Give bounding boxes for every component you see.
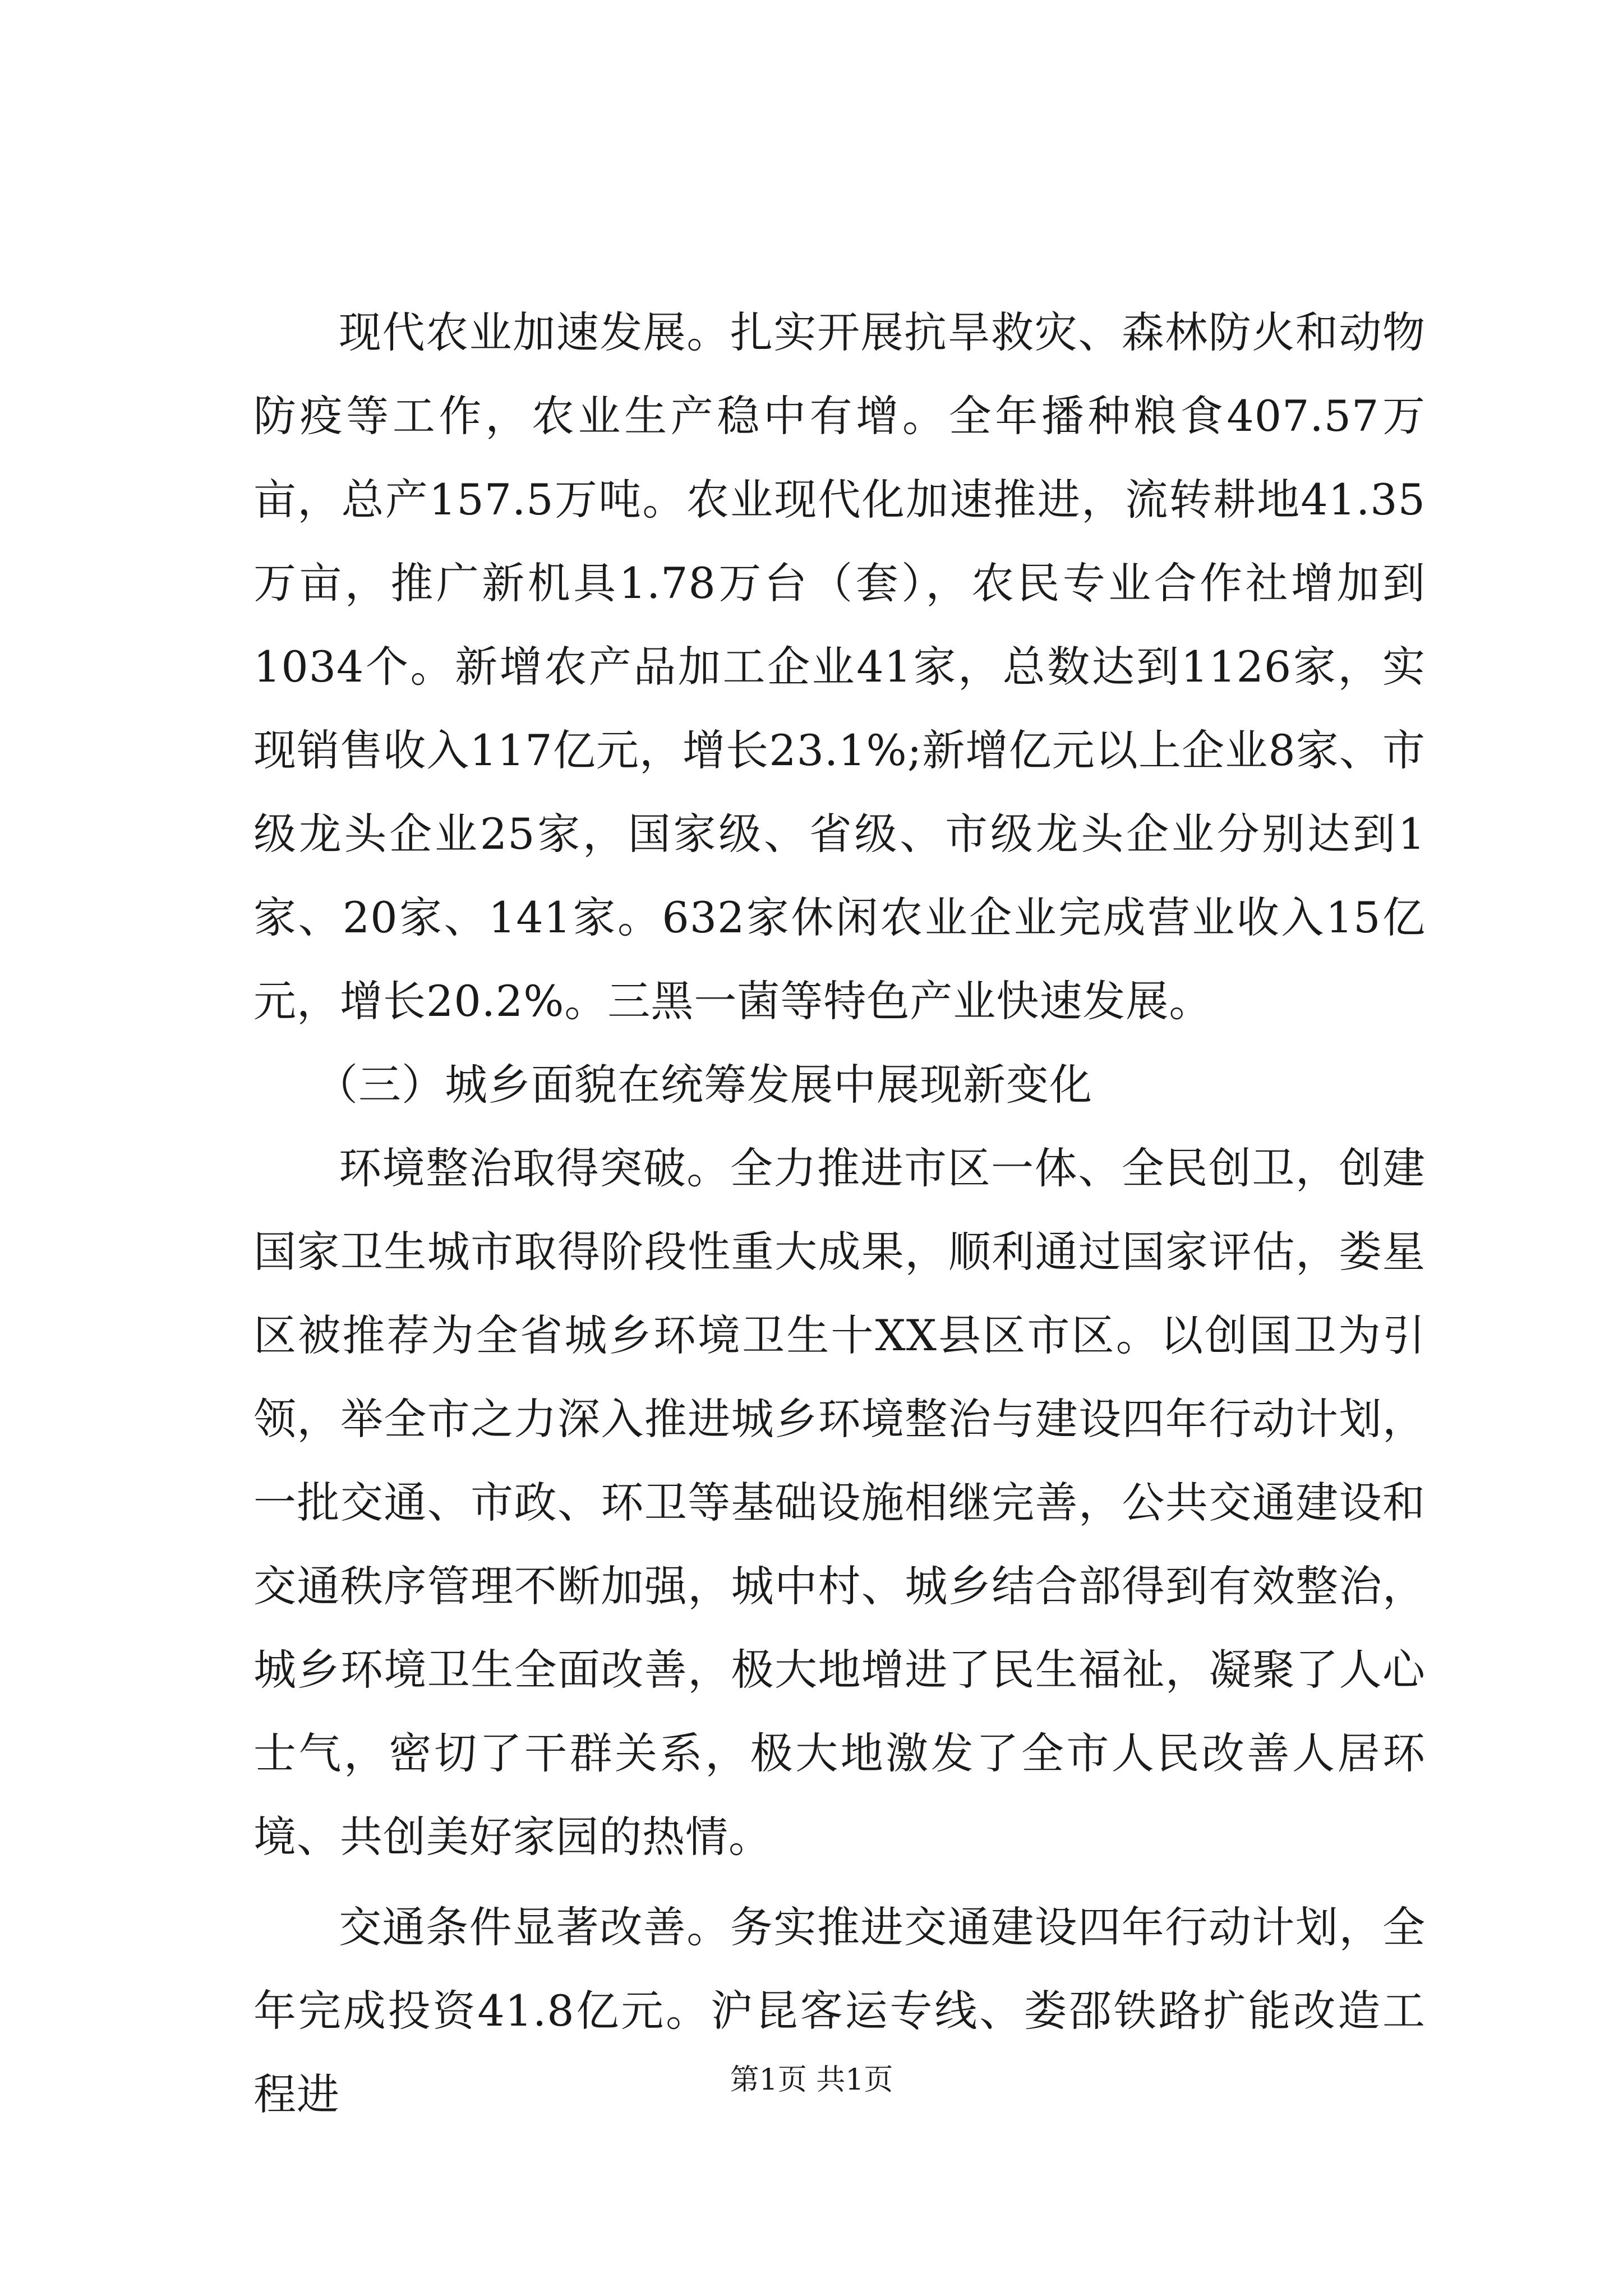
page-footer: 第1页 共1页 <box>730 2063 893 2097</box>
section-heading: （三）城乡面貌在统筹发展中展现新变化 <box>315 1060 1092 1110</box>
paragraph-environment: 环境整治取得突破。全力推进市区一体、全民创卫，创建国家卫生城市取得阶段性重大成果，顺利通过国家评估，娄星区被推荐为全省城乡环境卫生十XX县区市区。以创国卫为引领，举全市之力深入推进城乡环境整治与建设四年行动计划，一批交通、市政、环卫等基础设施相继完善，公共交通建设和交通秩序管理不断加强，城中村、城乡结合部得到有效整治，城乡环境卫生全面改善，极大地增进了民生福祉，凝聚了人心士气，密切了干群关系，极大地激发了全市人民改善人居环境、共创美好家园的热情。 <box>253 1143 1426 1862</box>
document-body <box>253 291 1426 2136</box>
paragraph-agriculture: 现代农业加速发展。扎实开展抗旱救灾、森林防火和动物防疫等工作，农业生产稳中有增。全年播种粮食407.57万亩，总产157.5万吨。农业现代化加速推进，流转耕地41.35万亩，推广新机具1.78万台（套），农民专业合作社增加到1034个。新增农产品加工企业41家，总数达到1126家，实现销售收入117亿元，增长23.1%;新增亿元以上企业8家、市级龙头企业25家，国家级、省级、市级龙头企业分别达到1家、20家、141家。632家休闲农业企业完成营业收入15亿元，增长20.2%。三黑一菌等特色产业快速发展。 <box>253 307 1426 1026</box>
paragraph-transport: 交通条件显著改善。务实推进交通建设四年行动计划，全年完成投资41.8亿元。沪昆客运专线、娄邵铁路扩能改造工程进 <box>253 1902 1426 2119</box>
